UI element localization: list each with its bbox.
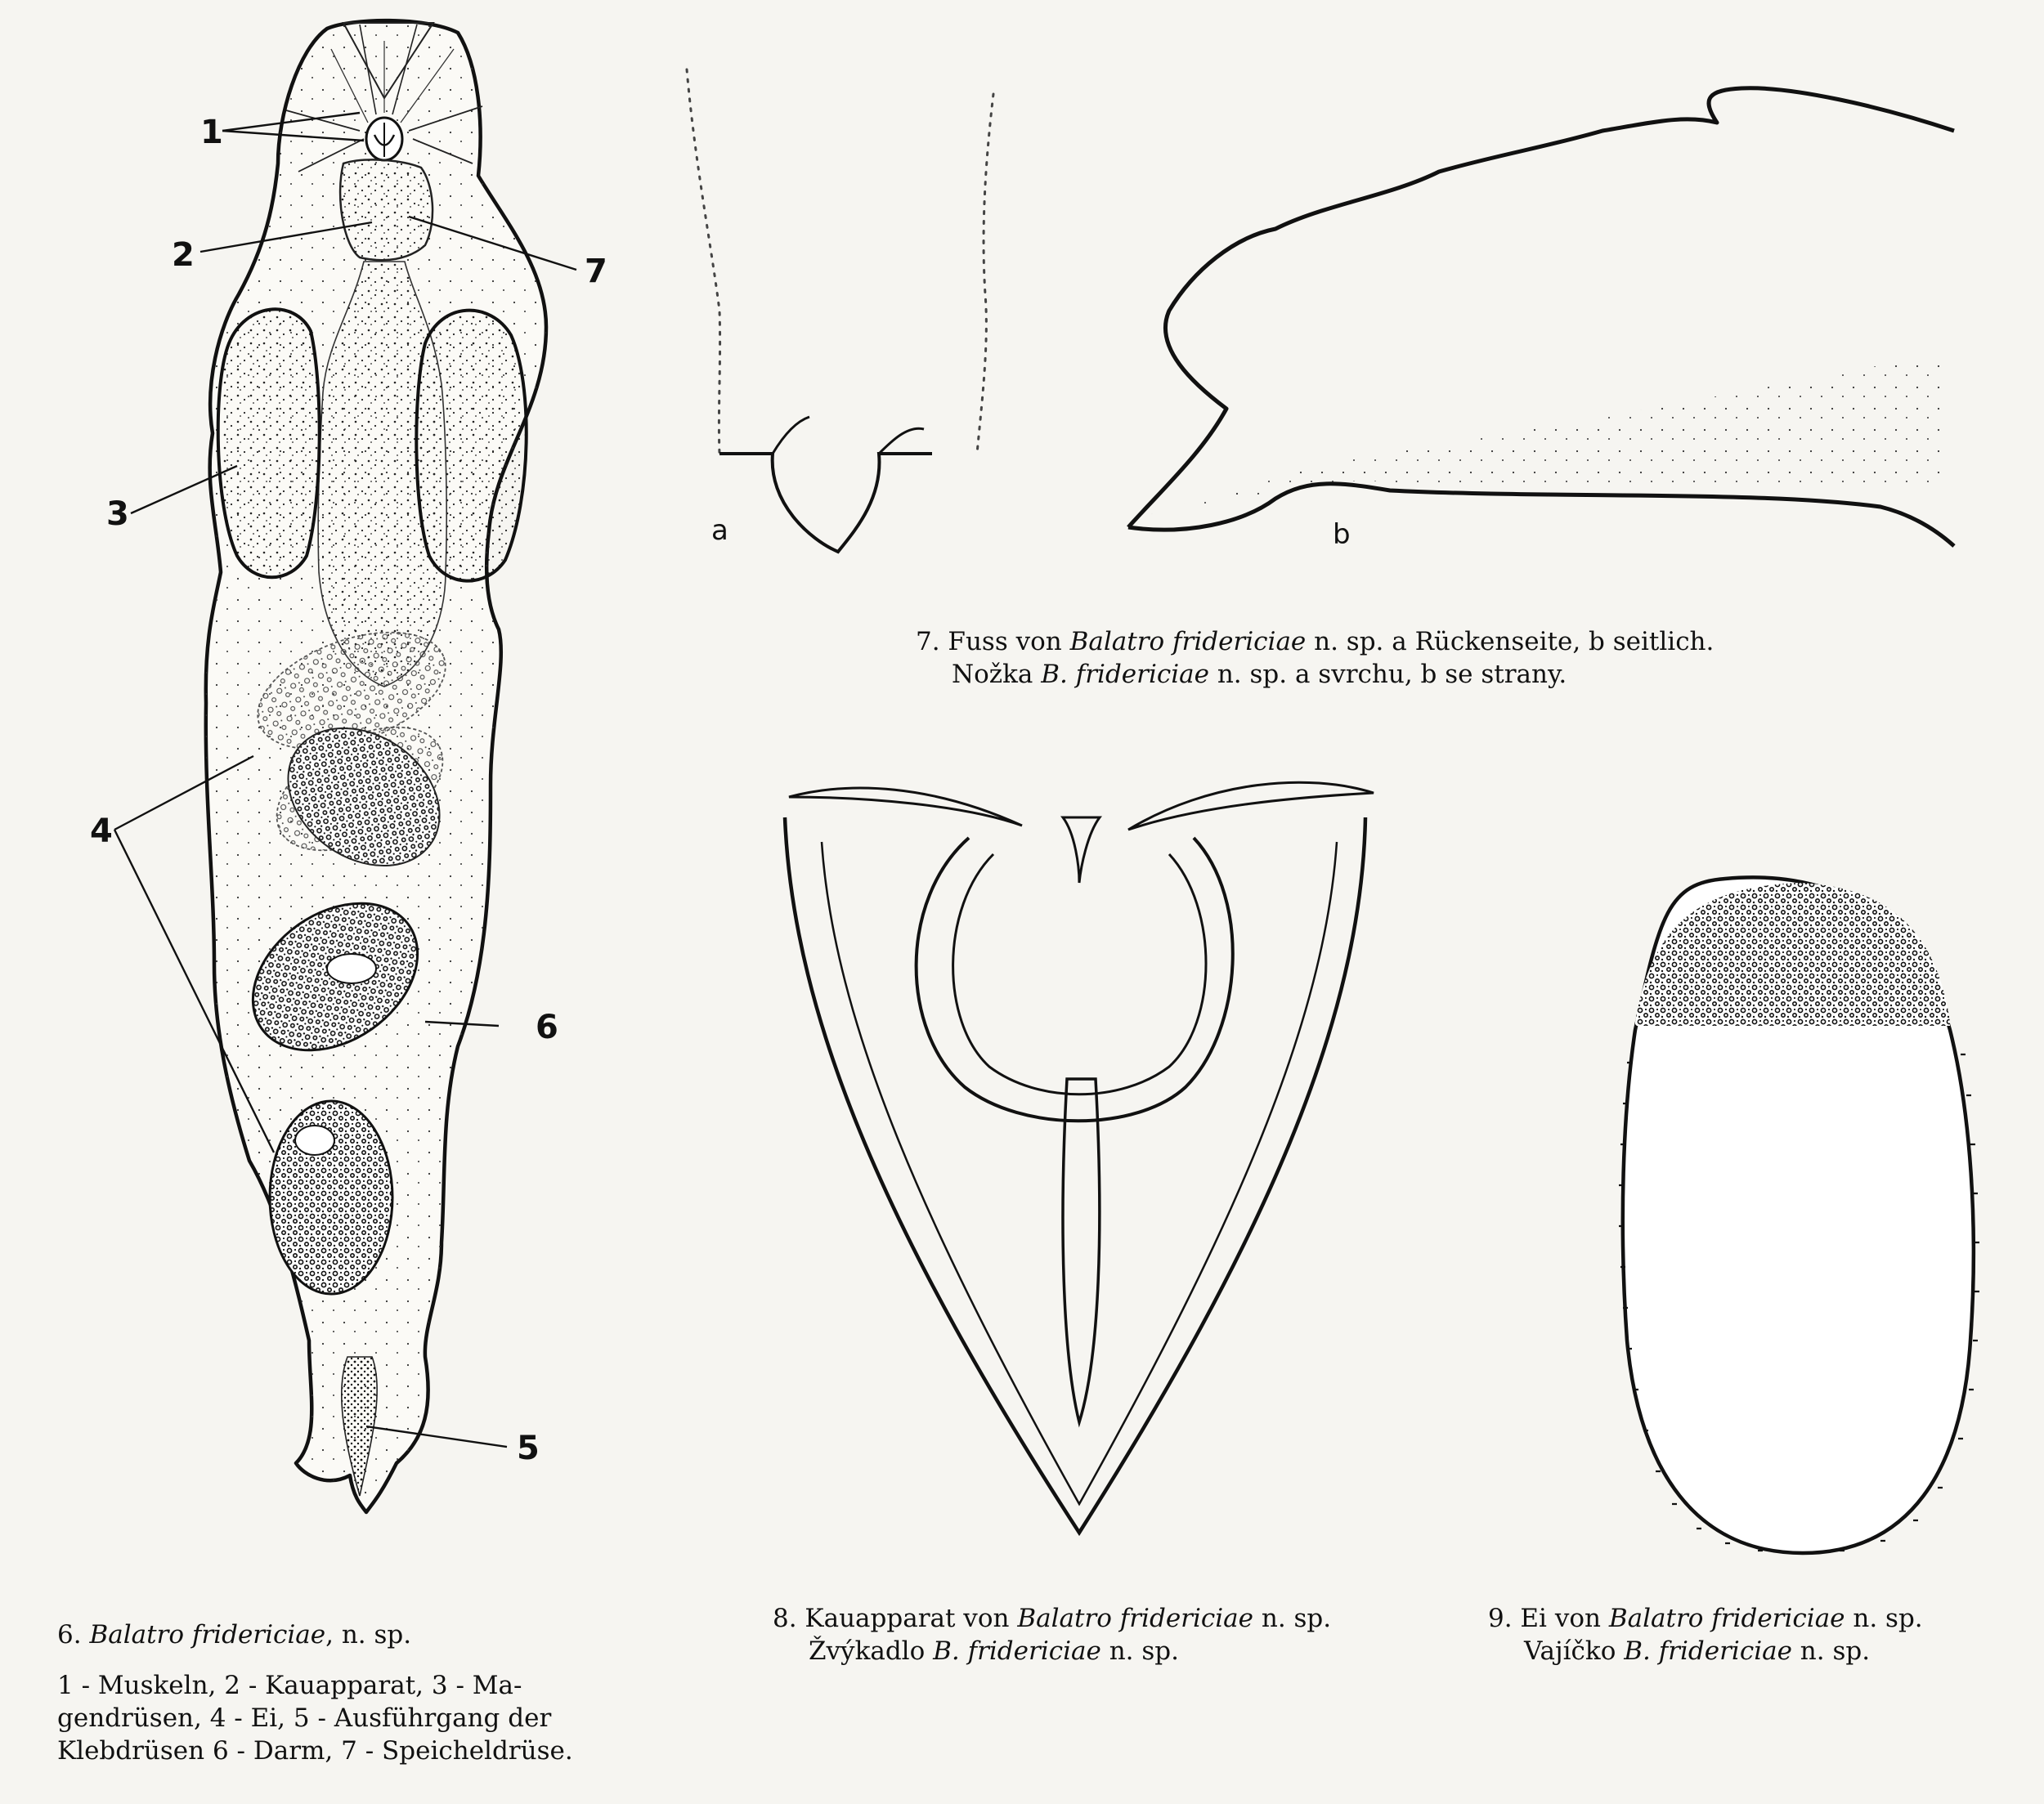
figure-7-caption-line-1: [916, 625, 1815, 658]
mastax-left-wing: [789, 788, 1022, 826]
figure-7b-foot-lateral: [1128, 88, 1954, 551]
caption-text: n. sp. a Rückenseite, b seitlich.: [1306, 627, 1715, 656]
caption-text: n. sp.: [1791, 1636, 1871, 1666]
salivary-gland: [340, 159, 433, 260]
legend-line: gendrüsen, 4 - Ei, 5 - Ausführgang der: [57, 1703, 552, 1733]
mastax-manubrium: [1063, 817, 1100, 883]
egg-dense: [270, 1101, 392, 1294]
egg-nucleus: [327, 954, 376, 983]
figure-9-caption-line-2: [1488, 1635, 2011, 1667]
figure-7-caption-line-2: [916, 658, 1815, 691]
caption-text: n. sp. a svrchu, b se strany.: [1208, 660, 1567, 689]
figure-8-mastax-drawing: [785, 782, 1374, 1533]
gastric-gland-right: [416, 311, 526, 581]
caption-text: Žvýkadlo: [809, 1636, 934, 1666]
figure-7-caption: [916, 625, 1815, 691]
caption-text: n. sp.: [1100, 1636, 1179, 1666]
label-4-eggs: 4: [90, 812, 113, 850]
mastax-right-wing: [1128, 782, 1374, 830]
species-name: B. fridericiae: [933, 1636, 1101, 1666]
figure-6-caption-title: [57, 1618, 630, 1651]
figure-7b-view-label: b: [1333, 518, 1351, 551]
species-name: Balatro fridericiae: [1069, 627, 1307, 656]
label-3-gastric-glands: 3: [106, 495, 129, 533]
figure-8-caption: [773, 1602, 1427, 1667]
species-name: Balatro fridericiae: [1608, 1604, 1845, 1633]
caption-number: 6.: [57, 1620, 82, 1650]
caption-text: 7. Fuss von: [916, 627, 1070, 656]
figure-8-caption-line-2: [773, 1635, 1427, 1667]
label-7-salivary-gland: 7: [585, 253, 607, 290]
figure-9-caption-line-1: [1488, 1602, 2011, 1635]
figure-7a-view-label: a: [711, 514, 728, 547]
figure-7a-foot-dorsal: [687, 69, 993, 552]
figure-6-rotifer-drawing: [90, 20, 607, 1512]
mastax-fulcrum: [1063, 1079, 1100, 1422]
foot-lateral-stippling: [1145, 351, 1946, 515]
species-name: B. fridericiae: [1041, 660, 1209, 689]
caption-suffix: , n. sp.: [325, 1620, 412, 1650]
egg-nucleus: [295, 1126, 334, 1155]
gastric-gland-left: [218, 309, 320, 577]
caption-text: n. sp.: [1845, 1604, 1923, 1633]
caption-text: 8. Kauapparat von: [773, 1604, 1018, 1633]
caption-text: 9. Ei von: [1488, 1604, 1609, 1633]
mastax-rami-outline: [785, 817, 1365, 1533]
legend-line: Klebdrüsen 6 - Darm, 7 - Speicheldrüse.: [57, 1736, 573, 1766]
label-6-gut: 6: [536, 1009, 558, 1046]
figure-6-legend: [57, 1669, 630, 1767]
caption-text: n. sp.: [1253, 1604, 1332, 1633]
species-name: Balatro fridericiae: [1017, 1604, 1253, 1633]
figure-8-caption-line-1: [773, 1602, 1427, 1635]
figure-6-caption: [57, 1618, 630, 1767]
species-name: B. fridericiae: [1624, 1636, 1792, 1666]
label-2-mastax: 2: [172, 236, 195, 274]
caption-text: Nožka: [952, 660, 1042, 689]
figure-9-caption: [1488, 1602, 2011, 1667]
caption-text: Vajíčko: [1524, 1636, 1625, 1666]
label-5-duct: 5: [517, 1430, 540, 1467]
figure-9-egg-drawing: [1619, 877, 1979, 1553]
legend-line: 1 - Muskeln, 2 - Kauapparat, 3 - Ma-: [57, 1671, 522, 1700]
label-1-muscles: 1: [200, 114, 223, 151]
species-name: Balatro fridericiae: [89, 1620, 326, 1650]
